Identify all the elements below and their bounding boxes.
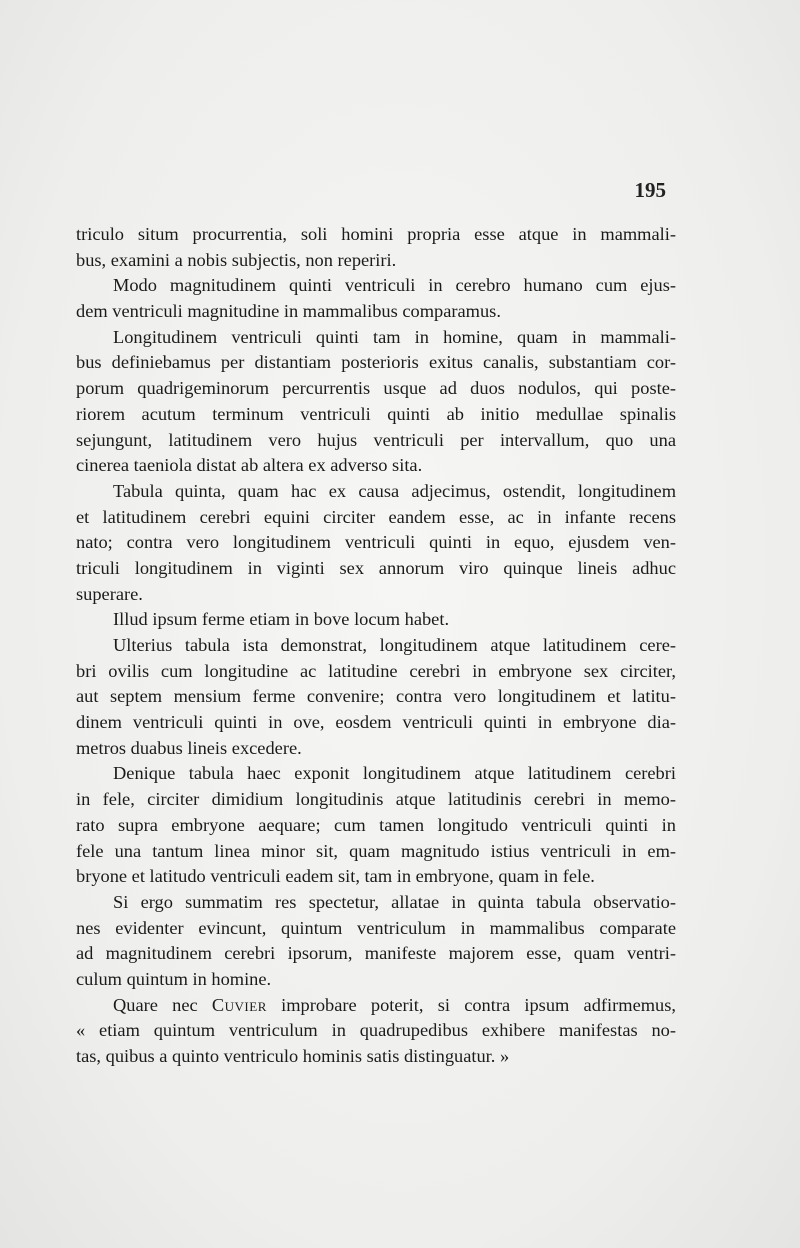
text-line: Modo magnitudinem quinti ventriculi in cerebro humano cum ejus- <box>113 275 676 296</box>
text-line: metros duabus lineis excedere. <box>76 737 302 758</box>
text-line: et latitudinem cerebri equini circiter eandem esse, ac in infante recens <box>76 506 676 527</box>
paragraph-2 <box>76 273 676 324</box>
text-line: Longitudinem ventriculi quinti tam in homine, quam in mammali- <box>113 326 676 347</box>
text-line: Ulterius tabula ista demonstrat, longitudinem atque latitudinem cere- <box>113 635 676 655</box>
text-line: tas, quibus a quinto ventriculo hominis satis distinguatur. » <box>76 1046 510 1066</box>
paragraph-4 <box>76 479 676 607</box>
text-line: Tabula quinta, quam hac ex causa adjecimus, ostendit, longitudinem <box>113 480 676 501</box>
body-text <box>76 222 676 1070</box>
text-line: bryone et latitudo ventriculi eadem sit, tam in embryone, quam in fele. <box>76 866 595 887</box>
paragraph-9 <box>76 993 676 1070</box>
text-line: Si ergo summatim res spectetur, allatae in quinta tabula observatio- <box>113 891 676 912</box>
text-line: culum quintum in homine. <box>76 968 272 989</box>
text-line: dinem ventriculi quinti in ove, eosdem ventriculi quinti in embryone dia- <box>76 712 676 733</box>
paragraph-6 <box>76 633 676 761</box>
text-line: porum quadrigeminorum percurrentis usque ad duos nodulos, qui poste- <box>76 378 676 399</box>
text-fragment: improbare poterit, si contra ipsum adfirmemus, <box>266 994 676 1015</box>
text-line <box>76 993 676 1019</box>
text-line: bus definiebamus per distantiam posterioris exitus canalis, substantiam cor- <box>76 352 676 373</box>
text-line: ad magnitudinem cerebri ipsorum, manifeste majorem esse, quam ventri- <box>76 943 676 964</box>
text-line: rato supra embryone aequare; cum tamen longitudo ventriculi quinti in <box>76 814 676 835</box>
page-number: 195 <box>634 178 666 202</box>
text-line: bri ovilis cum longitudine ac latitudine cerebri in embryone sex circiter, <box>76 660 676 681</box>
text-line: Illud ipsum ferme etiam in bove locum habet. <box>113 609 450 630</box>
text-line: nes evidenter evincunt, quintum ventriculum in mammalibus comparate <box>76 917 676 938</box>
text-line: triculo situm procurrentia, soli homini propria esse atque in mammali- <box>76 224 676 244</box>
text-line: aut septem mensium ferme convenire; contra vero longitudinem et latitu- <box>76 686 676 707</box>
text-line: riorem acutum terminum ventriculi quinti ab initio medullae spinalis <box>76 403 676 424</box>
text-line: « etiam quintum ventriculum in quadrupedibus exhibere manifestas no- <box>76 1020 676 1041</box>
text-line: bus, examini a nobis subjectis, non reperiri. <box>76 249 397 270</box>
paragraph-3 <box>76 325 676 479</box>
text-line: sejungunt, latitudinem vero hujus ventriculi per intervallum, quo una <box>76 429 676 450</box>
text-line: dem ventriculi magnitudine in mammalibus comparamus. <box>76 301 501 322</box>
paragraph-7 <box>76 761 676 889</box>
text-line: cinerea taeniola distat ab altera ex adverso sita. <box>76 455 423 476</box>
paragraph-1 <box>76 222 676 273</box>
paragraph-8 <box>76 890 676 993</box>
text-line: Denique tabula haec exponit longitudinem atque latitudinem cerebri <box>113 763 676 784</box>
paragraph-5 <box>76 607 676 633</box>
author-name: Cuvier <box>211 994 267 1015</box>
text-fragment: Quare nec <box>113 994 212 1015</box>
text-line: fele una tantum linea minor sit, quam magnitudo istius ventriculi in em- <box>76 840 676 861</box>
text-line: superare. <box>76 583 143 604</box>
text-line: in fele, circiter dimidium longitudinis atque latitudinis cerebri in memo- <box>76 789 676 810</box>
text-line: nato; contra vero longitudinem ventriculi quinti in equo, ejusdem ven- <box>76 532 676 553</box>
text-line: triculi longitudinem in viginti sex annorum viro quinque lineis adhuc <box>76 557 676 578</box>
